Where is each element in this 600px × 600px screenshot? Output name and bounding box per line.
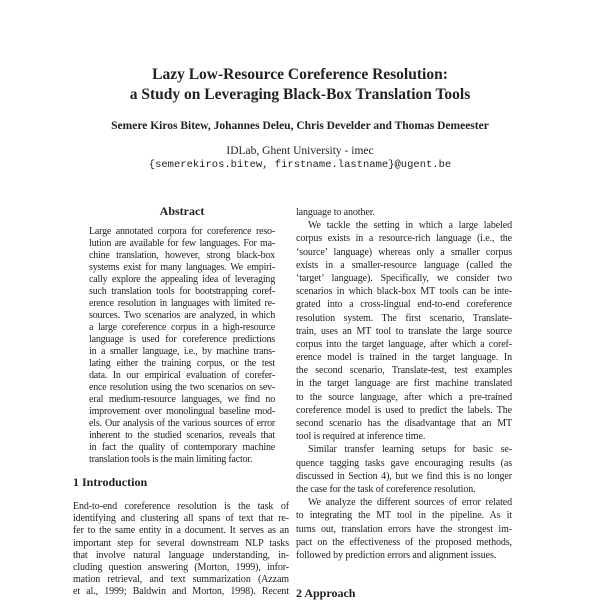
text-line: exists in a smaller-resource language (called the <box>296 259 512 271</box>
abstract-body <box>89 226 275 466</box>
email: {semerekiros.bitew, firstname.lastname}@ugent.be <box>148 159 452 171</box>
text-line: turns out, translation errors have the strongest im- <box>296 523 512 535</box>
right-column-body <box>296 206 512 562</box>
text-line: pact on the effectiveness of the proposed methods, <box>296 536 512 548</box>
text-line: the second scenario, Translate-test, test examples <box>296 365 512 377</box>
text-line: mation retrieval, and text summarization (Azzam <box>73 574 289 586</box>
text-line: corpus into the target language, after which a coref- <box>296 338 512 350</box>
text-line: second scenario has the disadvantage that an MT <box>296 418 512 429</box>
text-line: in fact the quality of contemporary machine <box>89 442 275 453</box>
paper-title-line-2: a Study on Leveraging Black-Box Translation Tools <box>129 86 471 103</box>
text-line: train, uses an MT tool to translate the large source <box>296 325 512 337</box>
text-line: tool is required at inference time. <box>296 431 426 443</box>
text-line: improvement over monolingual baseline mod- <box>89 406 275 417</box>
text-line: systems exist for many languages. We empiri- <box>89 262 275 273</box>
text-line: a large coreference corpus in a high-resource <box>89 322 275 333</box>
introduction-heading: 1 Introduction <box>73 475 148 489</box>
text-line: such translation tools for bootstrapping coref- <box>89 286 275 297</box>
text-line: els. Our analysis of the various sources of error <box>89 418 275 429</box>
text-line: End-to-end coreference resolution is the task of <box>73 501 289 512</box>
text-line: in a smaller language, i.e., by machine trans- <box>89 346 275 357</box>
text-line: to integrating the MT tool in the pipeline. As it <box>296 510 512 522</box>
text-line: translation tools is the main limiting factor. <box>89 454 253 465</box>
paper-title-line-1: Lazy Low-Resource Coreference Resolution: <box>152 66 448 83</box>
text-line: the case for the task of coreference resolution. <box>296 483 476 495</box>
text-line: We analyze the different sources of error related <box>308 497 512 509</box>
text-line: language to another. <box>296 207 375 218</box>
text-line: data. In our empirical evaluation of corefer- <box>89 370 275 381</box>
text-line: that involve natural language understanding, in- <box>73 549 289 561</box>
approach-heading: 2 Approach <box>296 586 356 600</box>
text-line: identifying and clustering all spans of text that re- <box>73 513 289 525</box>
text-line: scenarios in which black-box MT tools can be inte- <box>296 286 512 298</box>
text-line: ence resolution using the two scenarios on sev- <box>89 382 275 393</box>
text-line: erence resolution in languages with limited re- <box>89 298 275 309</box>
text-line: We tackle the setting in which a large labeled <box>308 220 512 232</box>
text-line: corpus exists in a resource-rich language (i.e., the <box>296 233 512 245</box>
text-line: fer to the same entity in a document. It serves as an <box>73 525 289 537</box>
text-line: eral medium-resource languages, we find no <box>89 394 275 405</box>
text-line: chine translation, however, strong black-box <box>89 250 275 261</box>
text-line: et al., 1999; Baldwin and Morton, 1998). Recent <box>73 586 289 598</box>
introduction-body <box>73 501 289 599</box>
text-line: important step for several downstream NLP tasks <box>73 537 289 549</box>
text-line: resolution system. The first scenario, Translate- <box>296 312 512 324</box>
text-line: language is used for coreference predictions <box>89 334 275 345</box>
text-line: inherent to the studied scenarios, reveals that <box>89 430 275 441</box>
affiliation: IDLab, Ghent University - imec <box>226 145 374 157</box>
text-line: cluding question answering (Morton, 1999), infor- <box>73 561 289 573</box>
text-line: followed by prediction errors and alignment issues. <box>296 549 497 561</box>
text-line: to the source language, after which a pre-trained <box>296 391 512 403</box>
text-line: Large annotated corpora for coreference reso- <box>89 226 275 237</box>
authors: Semere Kiros Bitew, Johannes Deleu, Chris Develder and Thomas Demeester <box>111 120 489 132</box>
text-line: grated into a cross-lingual end-to-end coreference <box>296 299 512 311</box>
text-line: in the target language are first machine translated <box>296 378 512 390</box>
text-line: lating either the training corpus, or the test <box>89 358 275 369</box>
text-line: quence tagging tasks gave encouraging results (as <box>296 457 512 469</box>
text-line: ‘source’ language) whereas only a smaller corpus <box>296 246 512 258</box>
text-line: discussed in Section 4), but we find this is no longer <box>296 470 512 482</box>
text-line: erence model is trained in the target language. In <box>296 352 512 364</box>
text-line: sources. Two scenarios are analyzed, in which <box>89 310 275 321</box>
text-line: coreference model is used to predict the labels. The <box>296 404 512 416</box>
text-line: lution are available for few languages. For ma- <box>89 238 275 249</box>
abstract-heading: Abstract <box>159 204 205 218</box>
text-line: ‘target’ language). Specifically, we consider two <box>296 272 512 284</box>
text-line: cally explore the appealing idea of leveraging <box>89 274 275 285</box>
text-line: Similar transfer learning setups for basic se- <box>308 444 512 456</box>
